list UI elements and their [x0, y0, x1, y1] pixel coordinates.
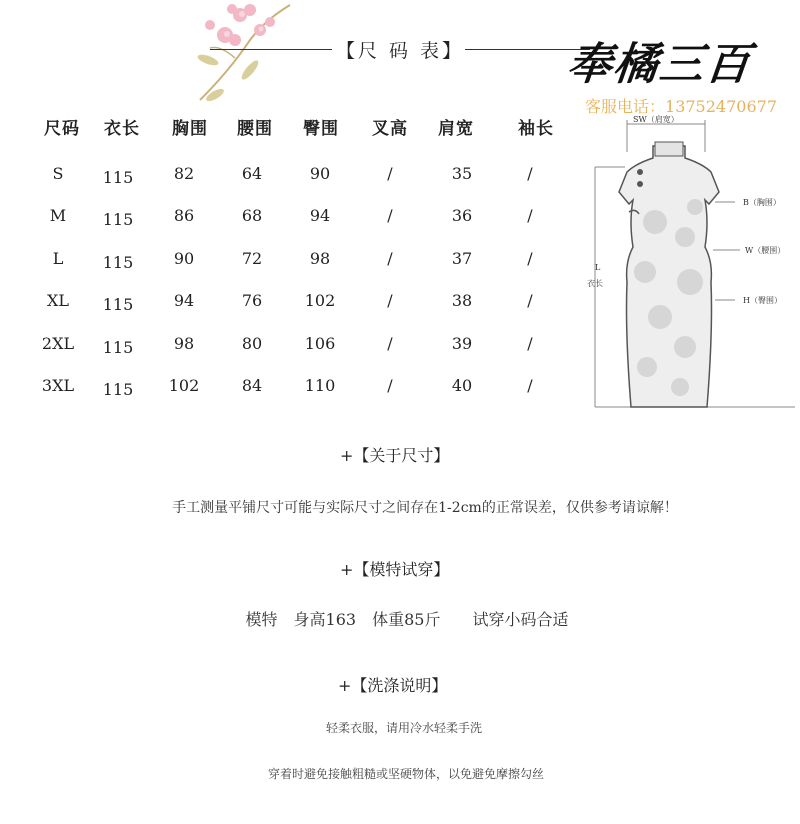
table-header: 臀围	[303, 119, 339, 139]
table-cell: XL	[46, 291, 69, 310]
table-header: 衣长	[104, 119, 140, 139]
washing-line-2: 穿着时避免接触粗糙或坚硬物体，以免避免摩擦勾丝	[267, 767, 544, 781]
table-cell: 115	[102, 253, 134, 272]
washing-line-1: 轻柔衣服，请用冷水轻柔手洗	[325, 721, 482, 735]
phone-number: 13752470677	[665, 97, 777, 116]
table-cell: 115	[102, 210, 134, 229]
table-cell: /	[387, 249, 393, 268]
table-cell: /	[527, 249, 533, 268]
table-cell: 39	[451, 334, 473, 353]
table-cell: 68	[241, 206, 263, 225]
table-header: 尺码	[44, 119, 80, 139]
table-cell: 94	[173, 291, 195, 310]
label-length-l: L	[595, 263, 601, 272]
about-size-text: 手工测量平铺尺寸可能与实际尺寸之间存在1-2cm的正常误差，仅供参考请谅解！	[172, 500, 678, 516]
label-waist: W（腰围）	[745, 246, 786, 255]
label-shoulder-width: SW（肩宽）	[633, 115, 679, 124]
model-fitting-text: 模特 身高163 体重85斤 试穿小码合适	[245, 610, 569, 629]
table-cell: M	[49, 206, 67, 225]
table-cell: S	[52, 164, 64, 183]
table-cell: /	[527, 376, 533, 395]
model-fitting-heading: +【模特试穿】	[340, 560, 450, 579]
phone-label: 客服电话：	[585, 97, 666, 116]
table-cell: L	[52, 249, 64, 268]
table-cell: 115	[102, 380, 134, 399]
table-row	[30, 376, 575, 406]
table-cell: 2XL	[41, 334, 75, 353]
table-cell: /	[387, 334, 393, 353]
cherry-blossom-decoration	[180, 0, 300, 120]
table-cell: 94	[309, 206, 331, 225]
table-cell: 36	[451, 206, 473, 225]
table-cell: /	[387, 376, 393, 395]
table-row	[30, 334, 575, 364]
table-cell: 115	[102, 338, 134, 357]
table-cell: 38	[451, 291, 473, 310]
table-cell: 76	[241, 291, 263, 310]
table-cell: 82	[173, 164, 195, 183]
table-cell: /	[527, 164, 533, 183]
label-hip: H（臀围）	[743, 296, 782, 305]
qipao-measurement-diagram	[585, 112, 800, 414]
table-row	[30, 249, 575, 279]
table-header: 胸围	[172, 119, 208, 139]
table-cell: 90	[309, 164, 331, 183]
washing-heading: +【洗涤说明】	[338, 676, 448, 695]
table-header-row	[30, 114, 575, 144]
table-header: 袖长	[518, 119, 554, 139]
table-cell: 84	[241, 376, 263, 395]
table-cell: 98	[309, 249, 331, 268]
brand-logo: 奉橘三百	[564, 39, 755, 90]
table-cell: /	[387, 206, 393, 225]
table-cell: /	[527, 206, 533, 225]
table-cell: 80	[241, 334, 263, 353]
table-cell: 102	[304, 291, 336, 310]
title-line-left	[210, 49, 332, 50]
table-cell: 37	[451, 249, 473, 268]
table-cell: 110	[304, 376, 336, 395]
table-cell: 40	[451, 376, 473, 395]
table-cell: 98	[173, 334, 195, 353]
table-cell: 102	[168, 376, 200, 395]
page-title: 【尺 码 表】	[335, 40, 465, 62]
table-header: 腰围	[237, 119, 273, 139]
label-length: 衣长	[587, 279, 603, 288]
table-header: 叉高	[372, 119, 408, 139]
table-cell: 115	[102, 295, 134, 314]
table-header: 肩宽	[438, 119, 474, 139]
table-cell: 72	[241, 249, 263, 268]
table-cell: 90	[173, 249, 195, 268]
label-bust: B（胸围）	[743, 198, 781, 207]
table-row	[30, 206, 575, 236]
table-cell: /	[527, 334, 533, 353]
table-row	[30, 164, 575, 194]
table-cell: 64	[241, 164, 263, 183]
table-cell: 106	[304, 334, 336, 353]
table-cell: /	[527, 291, 533, 310]
table-cell: 35	[451, 164, 473, 183]
table-cell: 3XL	[41, 376, 75, 395]
table-cell: 115	[102, 168, 134, 187]
table-cell: /	[387, 164, 393, 183]
table-cell: 86	[173, 206, 195, 225]
table-cell: /	[387, 291, 393, 310]
about-size-heading: +【关于尺寸】	[340, 446, 450, 465]
table-row	[30, 291, 575, 321]
